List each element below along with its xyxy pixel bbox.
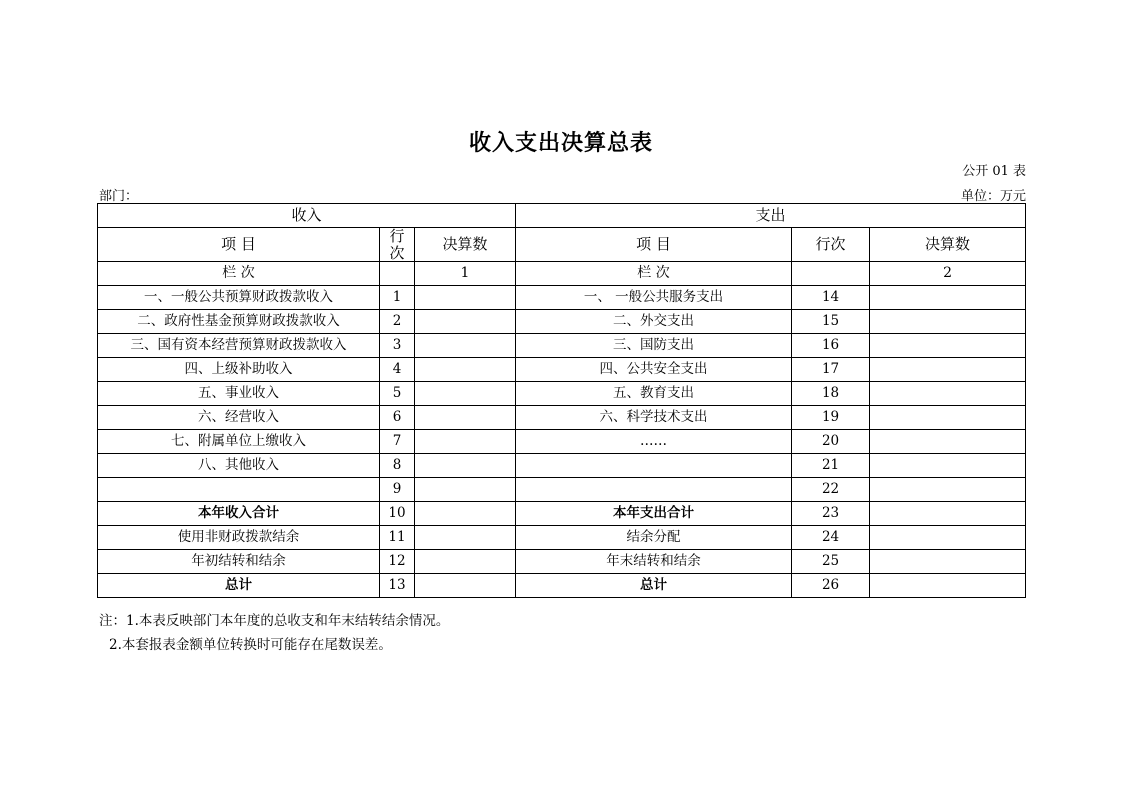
lanci-amount-income: 1 — [415, 262, 516, 286]
cell-income-rowno: 8 — [380, 454, 415, 478]
lanci-rowno-exp — [792, 262, 870, 286]
cell-exp-item: 二、外交支出 — [516, 310, 792, 334]
cell-exp-rowno: 25 — [792, 550, 870, 574]
cell-exp-rowno: 26 — [792, 574, 870, 598]
cell-income-item — [98, 478, 380, 502]
table-row — [98, 502, 1026, 526]
table-row — [98, 358, 1026, 382]
table-row — [98, 382, 1026, 406]
table-row — [98, 430, 1026, 454]
cell-exp-amount[interactable] — [870, 502, 1026, 526]
cell-exp-amount[interactable] — [870, 382, 1026, 406]
cell-exp-rowno: 23 — [792, 502, 870, 526]
cell-income-rowno: 6 — [380, 406, 415, 430]
cell-exp-amount[interactable] — [870, 550, 1026, 574]
cell-exp-amount[interactable] — [870, 430, 1026, 454]
cell-income-rowno: 11 — [380, 526, 415, 550]
cell-exp-rowno: 22 — [792, 478, 870, 502]
column-header-income-rowno: 行 次 — [380, 228, 415, 262]
cell-exp-amount[interactable] — [870, 574, 1026, 598]
cell-exp-amount[interactable] — [870, 526, 1026, 550]
cell-income-item: 一、一般公共预算财政拨款收入 — [98, 286, 380, 310]
cell-income-item: 年初结转和结余 — [98, 550, 380, 574]
table-column-header-row — [98, 228, 1026, 262]
cell-exp-item — [516, 454, 792, 478]
cell-income-amount[interactable] — [415, 310, 516, 334]
table-body — [98, 286, 1026, 598]
cell-exp-amount[interactable] — [870, 478, 1026, 502]
cell-income-amount[interactable] — [415, 358, 516, 382]
group-header-income: 收入 — [98, 204, 516, 228]
cell-income-amount[interactable] — [415, 334, 516, 358]
cell-income-amount[interactable] — [415, 286, 516, 310]
cell-income-amount[interactable] — [415, 550, 516, 574]
column-header-exp-amount: 决算数 — [870, 228, 1026, 262]
cell-exp-amount[interactable] — [870, 454, 1026, 478]
lanci-label-exp: 栏 次 — [516, 262, 792, 286]
cell-income-rowno: 5 — [380, 382, 415, 406]
unit-label: 单位：万元 — [960, 189, 1026, 204]
cell-income-item: 三、国有资本经营预算财政拨款收入 — [98, 334, 380, 358]
table-row — [98, 574, 1026, 598]
table-row — [98, 550, 1026, 574]
department-label: 部门： — [99, 189, 139, 204]
cell-income-item: 六、经营收入 — [98, 406, 380, 430]
cell-exp-rowno: 15 — [792, 310, 870, 334]
cell-income-item: 二、政府性基金预算财政拨款收入 — [98, 310, 380, 334]
lanci-rowno-income — [380, 262, 415, 286]
column-header-income-amount: 决算数 — [415, 228, 516, 262]
table-row — [98, 478, 1026, 502]
table-row — [98, 310, 1026, 334]
table-row — [98, 526, 1026, 550]
cell-exp-amount[interactable] — [870, 286, 1026, 310]
note-line-2: 2.本套报表金额单位转换时可能存在尾数误差。 — [109, 636, 392, 653]
cell-exp-rowno: 18 — [792, 382, 870, 406]
cell-exp-amount[interactable] — [870, 310, 1026, 334]
cell-exp-rowno: 24 — [792, 526, 870, 550]
cell-exp-item: 一、 一般公共服务支出 — [516, 286, 792, 310]
cell-income-amount[interactable] — [415, 502, 516, 526]
cell-exp-item: 四、公共安全支出 — [516, 358, 792, 382]
cell-exp-item — [516, 478, 792, 502]
cell-exp-item: 五、教育支出 — [516, 382, 792, 406]
cell-income-amount[interactable] — [415, 430, 516, 454]
cell-income-item: 四、上级补助收入 — [98, 358, 380, 382]
cell-exp-item: 本年支出合计 — [516, 502, 792, 526]
lanci-label-income: 栏 次 — [98, 262, 380, 286]
cell-income-rowno: 3 — [380, 334, 415, 358]
cell-exp-amount[interactable] — [870, 334, 1026, 358]
cell-income-item: 总计 — [98, 574, 380, 598]
cell-income-amount[interactable] — [415, 382, 516, 406]
cell-income-rowno: 4 — [380, 358, 415, 382]
cell-income-amount[interactable] — [415, 574, 516, 598]
table-lanci-row — [98, 262, 1026, 286]
cell-income-rowno: 13 — [380, 574, 415, 598]
cell-exp-item: 总计 — [516, 574, 792, 598]
table-row — [98, 454, 1026, 478]
cell-exp-rowno: 16 — [792, 334, 870, 358]
table-group-header-row — [98, 204, 1026, 228]
cell-income-item: 五、事业收入 — [98, 382, 380, 406]
note-line-1: 注：1.本表反映部门本年度的总收支和年末结转结余情况。 — [99, 613, 450, 629]
cell-income-amount[interactable] — [415, 454, 516, 478]
cell-income-rowno: 9 — [380, 478, 415, 502]
cell-income-item: 八、其他收入 — [98, 454, 380, 478]
table-row — [98, 334, 1026, 358]
lanci-amount-exp: 2 — [870, 262, 1026, 286]
cell-exp-item: 六、科学技术支出 — [516, 406, 792, 430]
cell-exp-rowno: 17 — [792, 358, 870, 382]
cell-exp-rowno: 20 — [792, 430, 870, 454]
cell-income-item: 本年收入合计 — [98, 502, 380, 526]
cell-income-amount[interactable] — [415, 526, 516, 550]
cell-income-rowno: 2 — [380, 310, 415, 334]
cell-income-rowno: 10 — [380, 502, 415, 526]
budget-summary-table — [97, 203, 1026, 598]
column-header-exp-rowno: 行次 — [792, 228, 870, 262]
cell-income-rowno: 7 — [380, 430, 415, 454]
table-row — [98, 406, 1026, 430]
cell-exp-rowno: 21 — [792, 454, 870, 478]
cell-exp-item: 结余分配 — [516, 526, 792, 550]
cell-income-rowno: 1 — [380, 286, 415, 310]
page-title: 收入支出决算总表 — [468, 130, 653, 156]
table-notes — [99, 610, 449, 657]
cell-exp-rowno: 19 — [792, 406, 870, 430]
cell-income-item: 使用非财政拨款结余 — [98, 526, 380, 550]
cell-exp-item: 三、国防支出 — [516, 334, 792, 358]
cell-exp-rowno: 14 — [792, 286, 870, 310]
cell-exp-amount[interactable] — [870, 406, 1026, 430]
cell-income-item: 七、附属单位上缴收入 — [98, 430, 380, 454]
cell-income-amount[interactable] — [415, 406, 516, 430]
group-header-expenditure: 支出 — [516, 204, 1026, 228]
cell-income-amount[interactable] — [415, 478, 516, 502]
form-code-label: 公开 01 表 — [962, 164, 1026, 179]
cell-exp-item: …… — [516, 430, 792, 454]
cell-exp-item: 年末结转和结余 — [516, 550, 792, 574]
cell-exp-amount[interactable] — [870, 358, 1026, 382]
column-header-exp-item: 项 目 — [516, 228, 792, 262]
table-row — [98, 286, 1026, 310]
column-header-income-item: 项 目 — [98, 228, 380, 262]
cell-income-rowno: 12 — [380, 550, 415, 574]
